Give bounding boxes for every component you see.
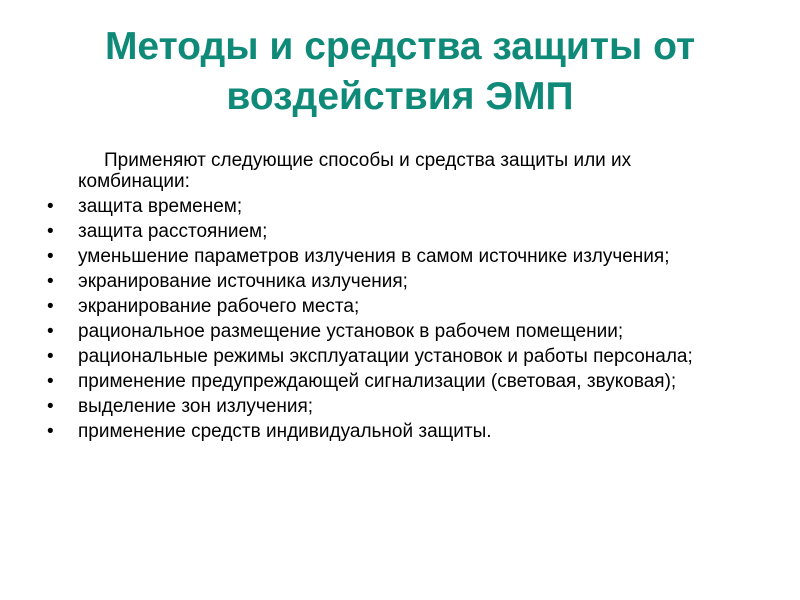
list-item-text: рациональное размещение установок в рабочем помещении; [78,321,624,342]
list-item-text: экранирование источника излучения; [78,271,408,292]
list-item [40,246,740,267]
list-item-text: экранирование рабочего места; [78,296,360,317]
list-item-text: выделение зон излучения; [78,396,314,417]
list-item-text: рациональные режимы эксплуатации установок и работы персонала; [78,346,693,367]
list-item [40,271,740,292]
list-item-text: уменьшение параметров излучения в самом источнике излучения; [78,246,670,267]
bullet-icon: • [47,271,54,292]
bullet-icon: • [47,321,54,342]
list-item [40,321,740,342]
slide-body [40,150,740,446]
bullet-list [40,196,740,442]
bullet-icon: • [47,221,54,242]
list-item [40,371,740,392]
bullet-icon: • [47,246,54,267]
list-item-text: применение предупреждающей сигнализации (световая, звуковая); [78,371,677,392]
list-item [40,421,740,442]
bullet-icon: • [47,296,54,317]
list-item [40,221,740,242]
list-item-text: защита расстоянием; [78,221,268,242]
bullet-icon: • [47,346,54,367]
slide-title: Методы и средства защиты от воздействия ЭМП [104,25,696,118]
bullet-icon: • [47,421,54,442]
list-item [40,346,740,367]
bullet-icon: • [47,371,54,392]
bullet-icon: • [47,196,54,217]
list-item [40,196,740,217]
list-item [40,396,740,417]
intro-text: Применяют следующие способы и средства защиты или их комбинации: [78,150,632,192]
list-item-text: защита временем; [78,196,243,217]
list-item-text: применение средств индивидуальной защиты. [78,421,492,442]
list-item [40,296,740,317]
bullet-icon: • [47,396,54,417]
